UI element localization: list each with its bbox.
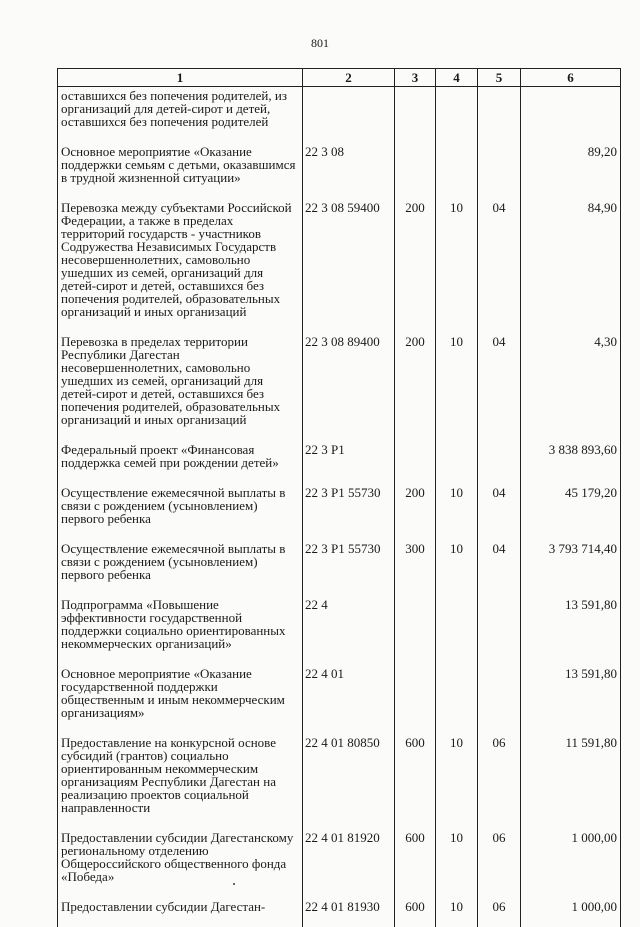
budget-table: [57, 68, 621, 927]
row-code-cell: 22 3 08: [303, 142, 395, 198]
column-header: 4: [436, 69, 478, 87]
table-row: [58, 897, 621, 927]
column-header: 6: [521, 69, 621, 87]
row-expense-type-cell: 600: [395, 828, 436, 897]
row-section-cell: [436, 440, 478, 483]
table-row: [58, 595, 621, 664]
row-code-cell: 22 4: [303, 595, 395, 664]
row-subsection-cell: 06: [478, 828, 521, 897]
row-amount-cell: 3 838 893,60: [521, 440, 621, 483]
row-expense-type-cell: 600: [395, 733, 436, 828]
row-name-cell: Федеральный проект «Финансовая поддержка семей при рождении детей»: [58, 440, 303, 483]
row-amount-cell: 13 591,80: [521, 595, 621, 664]
row-name-cell: Осуществление ежемесячной выплаты в связи с рождением (усыновлением) первого ребенка: [58, 483, 303, 539]
row-section-cell: [436, 142, 478, 198]
row-amount-cell: 3 793 714,40: [521, 539, 621, 595]
row-amount-cell: 45 179,20: [521, 483, 621, 539]
row-subsection-cell: [478, 142, 521, 198]
row-expense-type-cell: 200: [395, 483, 436, 539]
row-code-cell: 22 4 01: [303, 664, 395, 733]
row-name-cell: Перевозка между субъектами Российской Федерации, а также в пределах территорий государств - участников Содружества Независимых Государств несовершеннолетних, самовольно ушедших из семей, организаций для детей-сирот и детей, оставшихся без попечения родителей, образовательных организаций и иных организаций: [58, 198, 303, 332]
row-name-cell: оставшихся без попечения родителей, из организаций для детей-сирот и детей, оставшихся без попечения родителей: [58, 87, 303, 143]
row-expense-type-cell: [395, 440, 436, 483]
row-section-cell: [436, 87, 478, 143]
row-section-cell: [436, 664, 478, 733]
table-row: [58, 664, 621, 733]
row-name-cell: Основное мероприятие «Оказание поддержки семьям с детьми, оказавшимся в трудной жизненной ситуации»: [58, 142, 303, 198]
row-name-cell: Перевозка в пределах территории Республики Дагестан несовершеннолетних, самовольно ушедших из семей, организаций для детей-сирот и детей, оставшихся без попечения родителей, образовательных организаций и иных организаций: [58, 332, 303, 440]
row-name-cell: Предоставлении субсидии Дагестан-: [58, 897, 303, 927]
row-amount-cell: [521, 87, 621, 143]
row-amount-cell: 1 000,00: [521, 828, 621, 897]
row-expense-type-cell: [395, 664, 436, 733]
row-expense-type-cell: [395, 595, 436, 664]
scan-speck: [233, 883, 235, 885]
row-subsection-cell: [478, 595, 521, 664]
row-expense-type-cell: 200: [395, 198, 436, 332]
row-code-cell: 22 3 P1 55730: [303, 539, 395, 595]
row-code-cell: 22 4 01 81920: [303, 828, 395, 897]
table-row: [58, 142, 621, 198]
row-code-cell: 22 3 08 59400: [303, 198, 395, 332]
row-subsection-cell: 04: [478, 483, 521, 539]
table-row: [58, 198, 621, 332]
row-subsection-cell: 04: [478, 539, 521, 595]
row-expense-type-cell: 600: [395, 897, 436, 927]
row-expense-type-cell: [395, 142, 436, 198]
row-subsection-cell: [478, 87, 521, 143]
row-name-cell: Основное мероприятие «Оказание государственной поддержки общественным и иным некоммерческим организациям»: [58, 664, 303, 733]
row-section-cell: 10: [436, 733, 478, 828]
row-subsection-cell: 04: [478, 332, 521, 440]
row-section-cell: 10: [436, 897, 478, 927]
row-code-cell: 22 3 08 89400: [303, 332, 395, 440]
row-section-cell: 10: [436, 539, 478, 595]
row-section-cell: 10: [436, 483, 478, 539]
row-section-cell: 10: [436, 332, 478, 440]
row-subsection-cell: 04: [478, 198, 521, 332]
table-row: [58, 332, 621, 440]
row-code-cell: 22 3 P1: [303, 440, 395, 483]
row-amount-cell: 84,90: [521, 198, 621, 332]
page-number: 801: [311, 36, 329, 50]
row-section-cell: [436, 595, 478, 664]
row-name-cell: Подпрограмма «Повышение эффективности государственной поддержки социально ориентированных некоммерческих организаций»: [58, 595, 303, 664]
row-subsection-cell: 06: [478, 897, 521, 927]
row-code-cell: 22 3 P1 55730: [303, 483, 395, 539]
column-header: 2: [303, 69, 395, 87]
row-expense-type-cell: [395, 87, 436, 143]
row-name-cell: Осуществление ежемесячной выплаты в связи с рождением (усыновлением) первого ребенка: [58, 539, 303, 595]
column-header: 5: [478, 69, 521, 87]
column-header: 3: [395, 69, 436, 87]
row-amount-cell: 89,20: [521, 142, 621, 198]
row-code-cell: 22 4 01 81930: [303, 897, 395, 927]
table-row: [58, 87, 621, 143]
row-amount-cell: 1 000,00: [521, 897, 621, 927]
table-row: [58, 539, 621, 595]
row-subsection-cell: 06: [478, 733, 521, 828]
row-amount-cell: 11 591,80: [521, 733, 621, 828]
table-row: [58, 440, 621, 483]
table-row: [58, 828, 621, 897]
row-subsection-cell: [478, 440, 521, 483]
row-subsection-cell: [478, 664, 521, 733]
row-section-cell: 10: [436, 828, 478, 897]
row-code-cell: [303, 87, 395, 143]
table-row: [58, 483, 621, 539]
row-expense-type-cell: 200: [395, 332, 436, 440]
row-name-cell: Предоставление на конкурсной основе субсидий (грантов) социально ориентированным некоммерческим организациям Республики Дагестан на реализацию проектов социальной направленности: [58, 733, 303, 828]
column-header: 1: [58, 69, 303, 87]
row-amount-cell: 13 591,80: [521, 664, 621, 733]
table-row: [58, 733, 621, 828]
row-code-cell: 22 4 01 80850: [303, 733, 395, 828]
row-expense-type-cell: 300: [395, 539, 436, 595]
header-row: [58, 69, 621, 87]
row-amount-cell: 4,30: [521, 332, 621, 440]
row-name-cell: Предоставлении субсидии Дагестанскому региональному отделению Общероссийского общественного фонда «Победа»: [58, 828, 303, 897]
row-section-cell: 10: [436, 198, 478, 332]
